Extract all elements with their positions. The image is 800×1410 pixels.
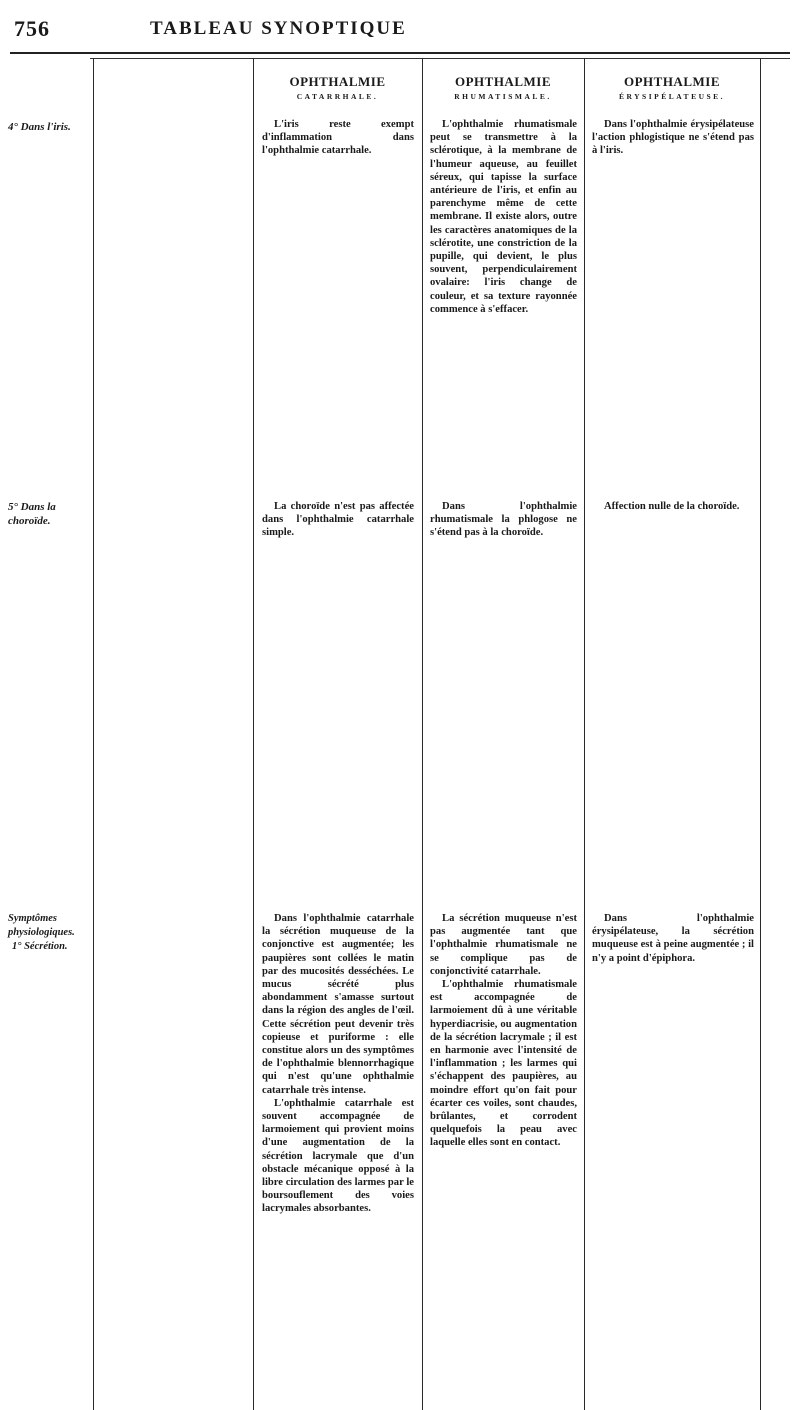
column-title: OPHTHALMIE <box>454 74 551 89</box>
row-label-iris: 4° Dans l'iris. <box>8 121 71 133</box>
cell-choroide-catarrhale: La choroïde n'est pas affectée dans l'ophthalmie catarrhale simple. <box>262 501 414 539</box>
column-subtitle: RHUMATISMALE. <box>454 92 552 101</box>
divider-4 <box>584 58 585 1410</box>
divider-3 <box>422 58 423 1410</box>
column-header-erysipelateuse <box>584 74 760 101</box>
column-subtitle: ÉRYSIPÉLATEUSE. <box>618 92 726 101</box>
cell-choroide-erysipelateuse: Affection nulle de la choroïde. <box>604 501 740 512</box>
divider-5 <box>760 58 761 1410</box>
row-label-symptomes-title: Symptômes physiologiques. <box>8 913 75 938</box>
column-subtitle: CATARRHALE. <box>296 92 379 101</box>
paragraph: L'ophthalmie catarrhale est souvent accompagnée de larmoiement qui provient moins d'une augmentation de la sécrétion lacrymale que d'un obstacle mécanique opposé à la libre circulation des larmes par le boursouflement des voies lacrymales absorbantes. <box>262 1097 414 1215</box>
paragraph: La sécrétion muqueuse n'est pas augmentée tant que l'ophthalmie rhumatismale ne se complique pas de conjonctivité catarrhale. <box>430 913 577 977</box>
cell-iris-erysipelateuse: Dans l'ophthalmie érysipélateuse l'action phlogistique ne s'étend pas à l'iris. <box>592 119 754 157</box>
cell-secretion-rhumatismale <box>430 912 577 1150</box>
top-rule <box>10 52 790 54</box>
column-title: OPHTHALMIE <box>289 74 386 89</box>
divider-1 <box>93 58 94 1410</box>
row-label-symptomes <box>8 912 98 954</box>
cell-choroide-rhumatismale: Dans l'ophthalmie rhumatismale la phlogose ne s'étend pas à la choroïde. <box>430 501 577 539</box>
cell-iris-catarrhale: L'iris reste exempt d'inflammation dans l'ophthalmie catarrhale. <box>262 119 414 157</box>
divider-2 <box>253 58 254 1410</box>
running-title: TABLEAU SYNOPTIQUE <box>150 18 407 39</box>
column-title: OPHTHALMIE <box>623 74 720 89</box>
paragraph: L'ophthalmie rhumatismale est accompagnée de larmoiement dû à une véritable hyperdiacrisie, ou augmentation de la sécrétion lacrymale ; il est en harmonie avec l'intensité de l'inflammation ; les larmes qui s'échappent des paupières, au moindre effort qu'on fait pour écarter ces voiles, sont chaudes, brûlantes, et corrodent quelquefois la peau avec laquelle elles sont en contact. <box>430 979 577 1149</box>
cell-secretion-catarrhale <box>262 912 414 1216</box>
row-label-secretion: 1° Sécrétion. <box>12 941 68 952</box>
column-header-rhumatismale <box>422 74 584 101</box>
page-number: 756 <box>14 16 50 41</box>
column-header-catarrhale <box>253 74 422 101</box>
cell-iris-rhumatismale: L'ophthalmie rhumatismale peut se transmettre à la sclérotique, à la membrane de l'humeur aqueuse, au feuillet séreux, qui tapisse la surface antérieure de l'iris, et enfin au parenchyme même de cette membrane. Il existe alors, outre les caractères anatomiques de la sclérotite, une constriction de la pupille, qui devient, le plus souvent, perpendiculairement ovalaire: l'iris change de couleur, et sa texture rayonnée commence à s'effacer. <box>430 119 577 315</box>
paragraph: Dans l'ophthalmie catarrhale la sécrétion muqueuse de la conjonctive est augmentée; les paupières sont collées le matin par des mucosités desséchées. Le mucus sécrété plus abondamment s'amasse surtout dans la région des angles de l'œil. Cette sécrétion peut devenir très copieuse et puriforme : elle constitue alors un des symptômes de l'ophthalmie blennorrhagique qui n'est qu'une ophthalmie catarrhale très intense. <box>262 913 414 1096</box>
row-label-choroide: 5° Dans la choroïde. <box>8 501 56 527</box>
top-rule-thin <box>90 58 790 59</box>
cell-secretion-erysipelateuse: Dans l'ophthalmie érysipélateuse, la sécrétion muqueuse est à peine augmentée ; il n'y a point d'épiphora. <box>592 913 754 964</box>
